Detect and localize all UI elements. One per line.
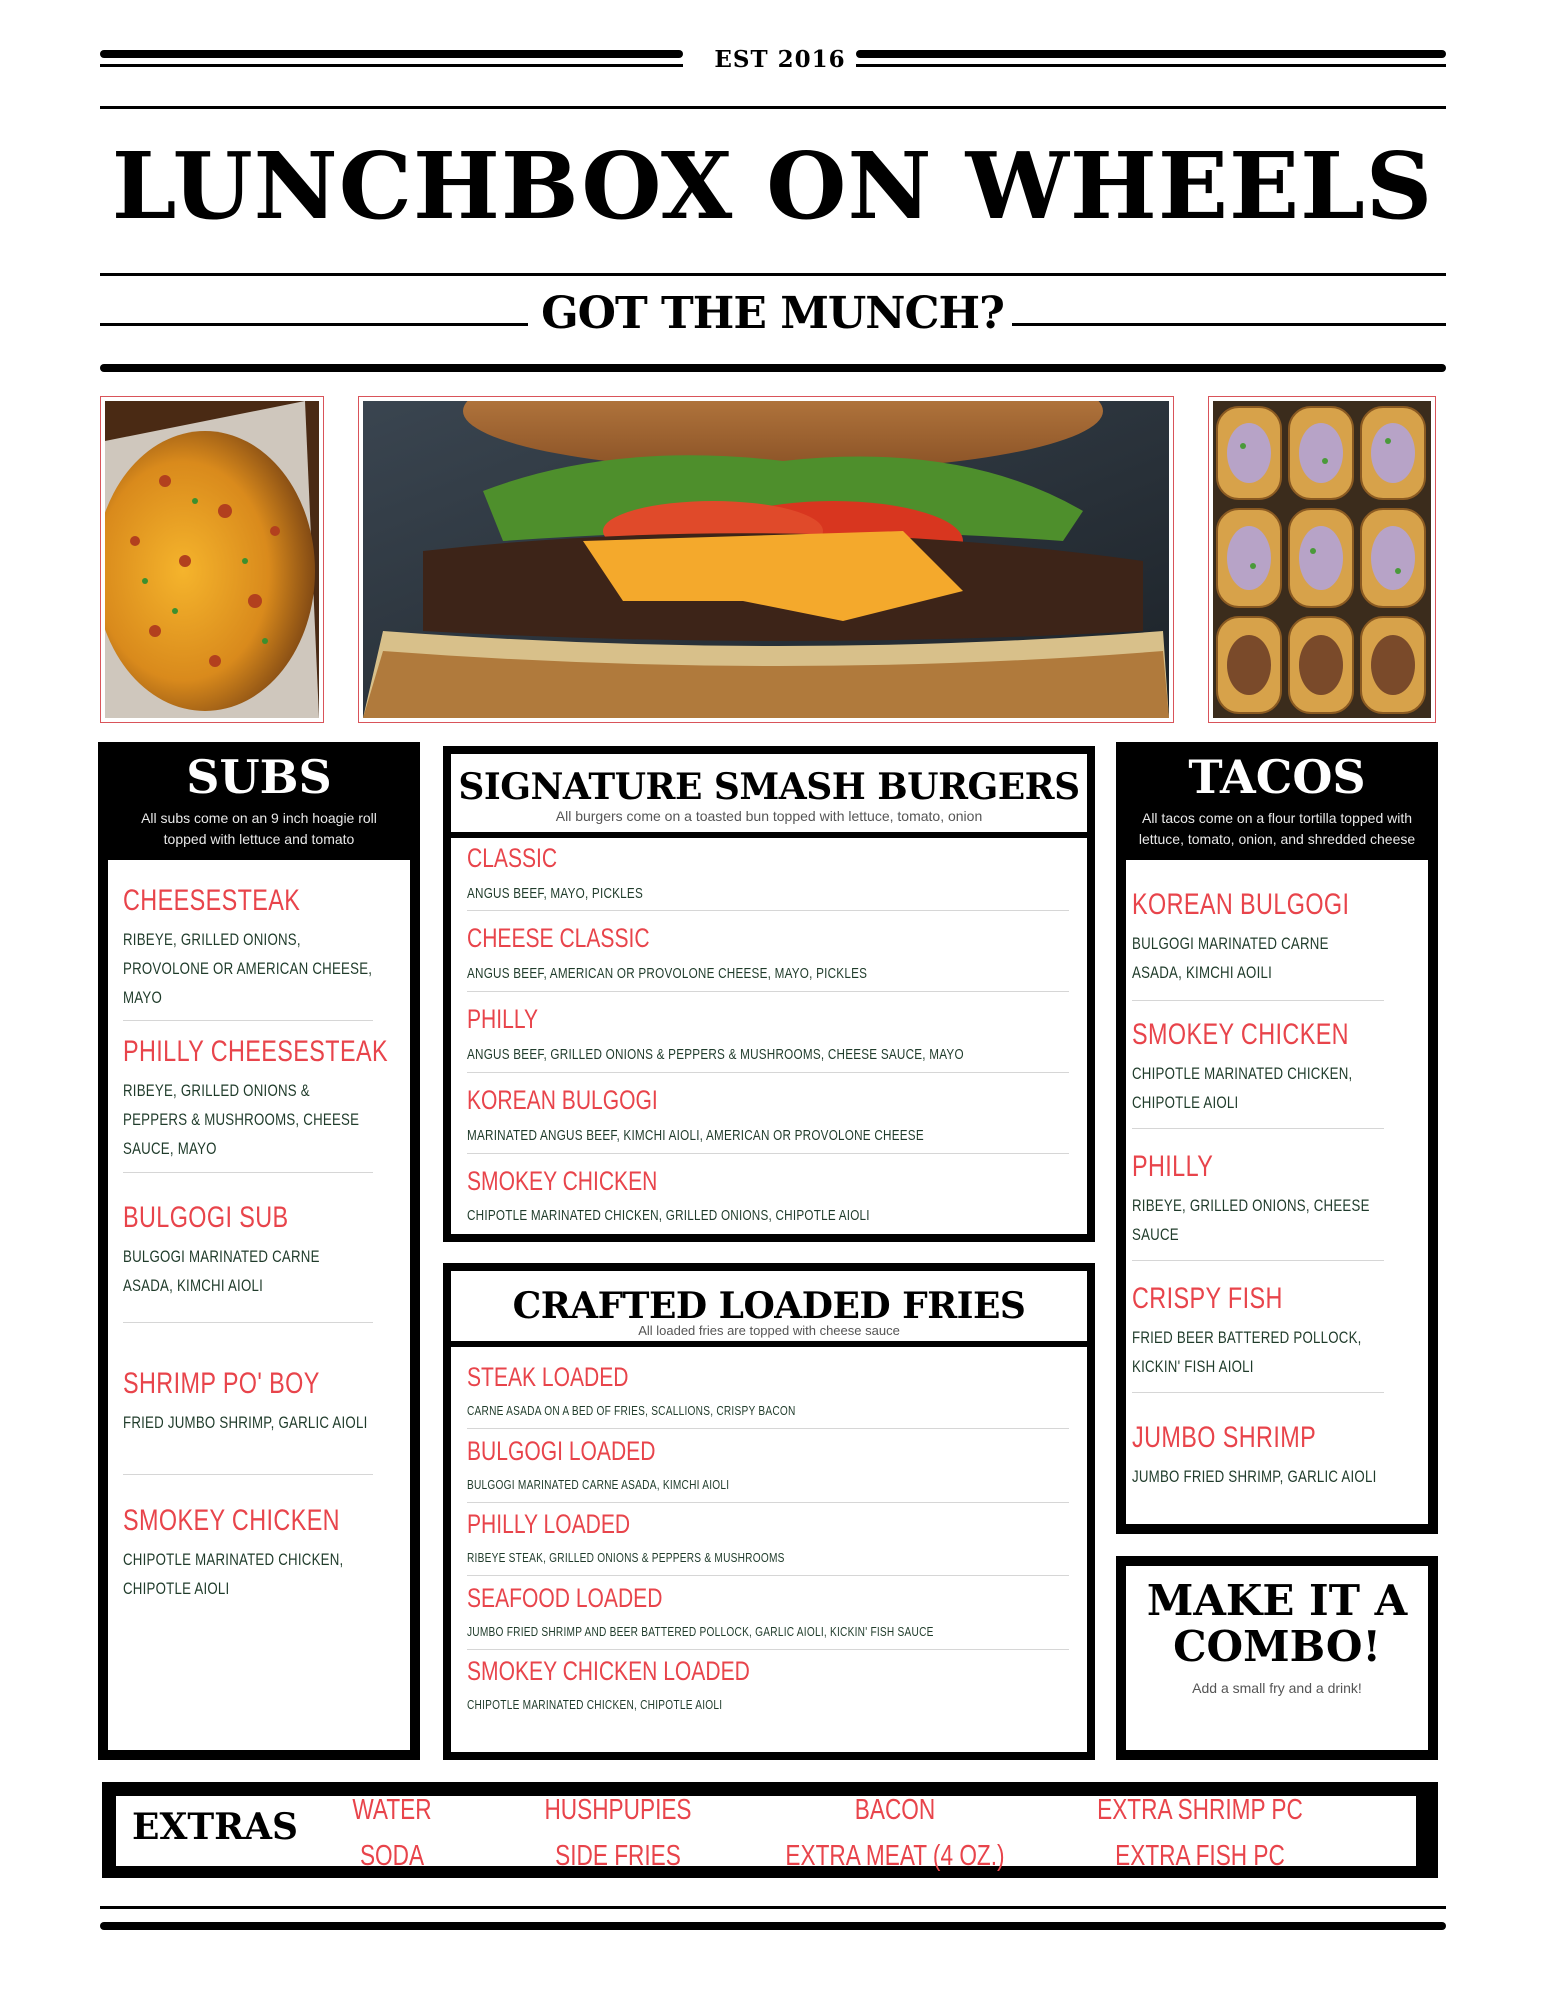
burgers-title: SIGNATURE SMASH BURGERS bbox=[458, 766, 1080, 808]
subs-item-desc: PROVOLONE OR AMERICAN CHEESE, bbox=[123, 959, 373, 978]
divider bbox=[123, 1474, 373, 1475]
extra-item: SIDE FRIES bbox=[555, 1840, 681, 1872]
rule-footer-thin bbox=[100, 1906, 1446, 1909]
tacos-header bbox=[1116, 750, 1438, 850]
fries-item-desc: CARNE ASADA ON A BED OF FRIES, SCALLIONS, CRISPY BACON bbox=[467, 1403, 796, 1418]
fries-item-desc: BULGOGI MARINATED CARNE ASADA, KIMCHI AIOLI bbox=[467, 1477, 730, 1492]
tacos-item-name: SMOKEY CHICKEN bbox=[1132, 1018, 1349, 1051]
divider bbox=[1132, 1392, 1384, 1393]
rule-top-right-thin bbox=[856, 64, 1446, 67]
combo-title-1: MAKE IT A bbox=[1146, 1576, 1408, 1625]
subs-item-name: CHEESESTEAK bbox=[123, 884, 301, 917]
extra-item: EXTRA SHRIMP PC bbox=[1097, 1794, 1303, 1826]
tacos-item-desc: BULGOGI MARINATED CARNE bbox=[1132, 934, 1329, 953]
tacos-image bbox=[1213, 401, 1431, 718]
divider bbox=[1132, 1260, 1384, 1261]
extra-item: SODA bbox=[359, 1840, 425, 1872]
burgers-subtitle: All burgers come on a toasted bun topped with lettuce, tomato, onion bbox=[555, 808, 983, 824]
rule-tagline-left bbox=[100, 323, 528, 326]
fries-item-name: STEAK LOADED bbox=[467, 1362, 629, 1392]
tagline: GOT THE MUNCH? bbox=[541, 288, 1004, 339]
subs-subtitle-1: All subs come on an 9 inch hoagie roll bbox=[141, 810, 377, 826]
rule-tagline-right bbox=[1012, 323, 1446, 326]
fries-title: CRAFTED LOADED FRIES bbox=[512, 1285, 1026, 1327]
divider bbox=[467, 910, 1069, 911]
divider bbox=[1132, 1000, 1384, 1001]
subs-item-desc: PEPPERS & MUSHROOMS, CHEESE bbox=[123, 1110, 360, 1129]
tacos-title: TACOS bbox=[1188, 750, 1366, 804]
tacos-item-desc: CHIPOTLE AIOLI bbox=[1132, 1093, 1239, 1112]
rule-above-title bbox=[100, 106, 1446, 109]
combo-subtitle: Add a small fry and a drink! bbox=[1192, 1680, 1362, 1696]
tacos-item-name: CRISPY FISH bbox=[1132, 1282, 1283, 1315]
divider bbox=[467, 1502, 1069, 1503]
subs-item-name: SHRIMP PO' BOY bbox=[123, 1367, 320, 1400]
subs-subtitle-2: topped with lettuce and tomato bbox=[163, 831, 355, 847]
subs-item-desc: ASADA, KIMCHI AIOLI bbox=[123, 1276, 264, 1295]
fries-header bbox=[451, 1271, 1087, 1341]
combo-title-2: COMBO! bbox=[1173, 1622, 1381, 1671]
divider bbox=[467, 991, 1069, 992]
fries-subtitle: All loaded fries are topped with cheese sauce bbox=[638, 1323, 900, 1338]
tacos-item-desc: FRIED BEER BATTERED POLLOCK, bbox=[1132, 1328, 1362, 1347]
subs-item-name: PHILLY CHEESESTEAK bbox=[123, 1035, 388, 1068]
fries-item-desc: RIBEYE STEAK, GRILLED ONIONS & PEPPERS & MUSHROOMS bbox=[467, 1550, 785, 1565]
loaded-fries-image bbox=[105, 401, 319, 718]
tacos-item-desc: RIBEYE, GRILLED ONIONS, CHEESE bbox=[1132, 1196, 1370, 1215]
extra-item: EXTRA FISH PC bbox=[1115, 1840, 1285, 1872]
subs-item-desc: BULGOGI MARINATED CARNE bbox=[123, 1247, 320, 1266]
tacos-item-desc: ASADA, KIMCHI AOILI bbox=[1132, 963, 1273, 982]
tacos-subtitle-1: All tacos come on a flour tortilla topped with bbox=[1141, 810, 1413, 826]
divider bbox=[123, 1020, 373, 1021]
rule-below-title bbox=[100, 273, 1446, 276]
subs-item-desc: MAYO bbox=[123, 988, 163, 1007]
burgers-item-desc: CHIPOTLE MARINATED CHICKEN, GRILLED ONIONS, CHIPOTLE AIOLI bbox=[467, 1207, 870, 1224]
burgers-item-name: CLASSIC bbox=[467, 843, 558, 873]
divider bbox=[467, 1428, 1069, 1429]
extra-item: HUSHPUPIES bbox=[544, 1794, 692, 1826]
subs-item-desc: SAUCE, MAYO bbox=[123, 1139, 217, 1158]
smash-burger-photo bbox=[358, 396, 1174, 723]
subs-item-name: SMOKEY CHICKEN bbox=[123, 1504, 340, 1537]
rule-tagline-bottom bbox=[100, 364, 1446, 372]
loaded-fries-photo bbox=[100, 396, 324, 723]
rule-top-right bbox=[856, 50, 1446, 58]
divider bbox=[467, 1153, 1069, 1154]
burgers-header bbox=[451, 754, 1087, 832]
extra-item: WATER bbox=[352, 1794, 432, 1826]
tacos-item-desc: KICKIN' FISH AIOLI bbox=[1132, 1357, 1254, 1376]
burgers-item-desc: ANGUS BEEF, GRILLED ONIONS & PEPPERS & MUSHROOMS, CHEESE SAUCE, MAYO bbox=[467, 1046, 964, 1063]
burgers-item-name: KOREAN BULGOGI bbox=[467, 1085, 658, 1115]
subs-item-desc: CHIPOTLE AIOLI bbox=[123, 1579, 230, 1598]
subs-header bbox=[98, 750, 420, 850]
tacos-item-desc: JUMBO FRIED SHRIMP, GARLIC AIOLI bbox=[1132, 1467, 1377, 1486]
divider bbox=[123, 1322, 373, 1323]
est-label: EST 2016 bbox=[714, 46, 846, 73]
subs-item-desc: FRIED JUMBO SHRIMP, GARLIC AIOLI bbox=[123, 1413, 368, 1432]
tacos-item-name: PHILLY bbox=[1132, 1150, 1214, 1183]
fries-item-desc: CHIPOTLE MARINATED CHICKEN, CHIPOTLE AIOLI bbox=[467, 1697, 723, 1712]
burgers-item-name: PHILLY bbox=[467, 1004, 539, 1034]
fries-item-name: SEAFOOD LOADED bbox=[467, 1583, 663, 1613]
divider bbox=[467, 1072, 1069, 1073]
tacos-item-desc: SAUCE bbox=[1132, 1225, 1179, 1244]
burgers-item-desc: MARINATED ANGUS BEEF, KIMCHI AIOLI, AMERICAN OR PROVOLONE CHEESE bbox=[467, 1127, 924, 1144]
rule-top-left bbox=[100, 50, 683, 58]
extras-title: EXTRAS bbox=[132, 1806, 299, 1848]
fries-item-name: BULGOGI LOADED bbox=[467, 1436, 656, 1466]
rule-top-left-thin bbox=[100, 64, 683, 67]
fries-item-name: PHILLY LOADED bbox=[467, 1509, 631, 1539]
smash-burger-image bbox=[363, 401, 1169, 718]
extra-item: EXTRA MEAT (4 OZ.) bbox=[785, 1840, 1005, 1872]
divider bbox=[467, 1649, 1069, 1650]
rule-footer-thick bbox=[100, 1922, 1446, 1930]
fries-item-name: SMOKEY CHICKEN LOADED bbox=[467, 1656, 750, 1686]
divider bbox=[123, 1172, 373, 1173]
subs-item-desc: RIBEYE, GRILLED ONIONS, bbox=[123, 930, 301, 949]
divider bbox=[467, 1575, 1069, 1576]
restaurant-title: LUNCHBOX ON WHEELS bbox=[111, 132, 1434, 240]
extra-item: BACON bbox=[854, 1794, 936, 1826]
burgers-item-desc: ANGUS BEEF, AMERICAN OR PROVOLONE CHEESE, MAYO, PICKLES bbox=[467, 965, 868, 982]
fries-item-desc: JUMBO FRIED SHRIMP AND BEER BATTERED POLLOCK, GARLIC AIOLI, KICKIN' FISH SAUCE bbox=[467, 1624, 934, 1639]
subs-item-name: BULGOGI SUB bbox=[123, 1201, 289, 1234]
subs-title: SUBS bbox=[186, 750, 332, 804]
burgers-item-desc: ANGUS BEEF, MAYO, PICKLES bbox=[467, 885, 643, 902]
divider bbox=[1132, 1128, 1384, 1129]
subs-item-desc: CHIPOTLE MARINATED CHICKEN, bbox=[123, 1550, 344, 1569]
tacos-item-name: JUMBO SHRIMP bbox=[1132, 1421, 1317, 1454]
subs-item-desc: RIBEYE, GRILLED ONIONS & bbox=[123, 1081, 310, 1100]
tacos-subtitle-2: lettuce, tomato, onion, and shredded cheese bbox=[1138, 831, 1416, 847]
tacos-item-desc: CHIPOTLE MARINATED CHICKEN, bbox=[1132, 1064, 1353, 1083]
tacos-item-name: KOREAN BULGOGI bbox=[1132, 888, 1350, 921]
tacos-photo bbox=[1208, 396, 1436, 723]
burgers-item-name: CHEESE CLASSIC bbox=[467, 923, 650, 953]
burgers-item-name: SMOKEY CHICKEN bbox=[467, 1166, 658, 1196]
combo-box bbox=[1126, 1566, 1428, 1750]
